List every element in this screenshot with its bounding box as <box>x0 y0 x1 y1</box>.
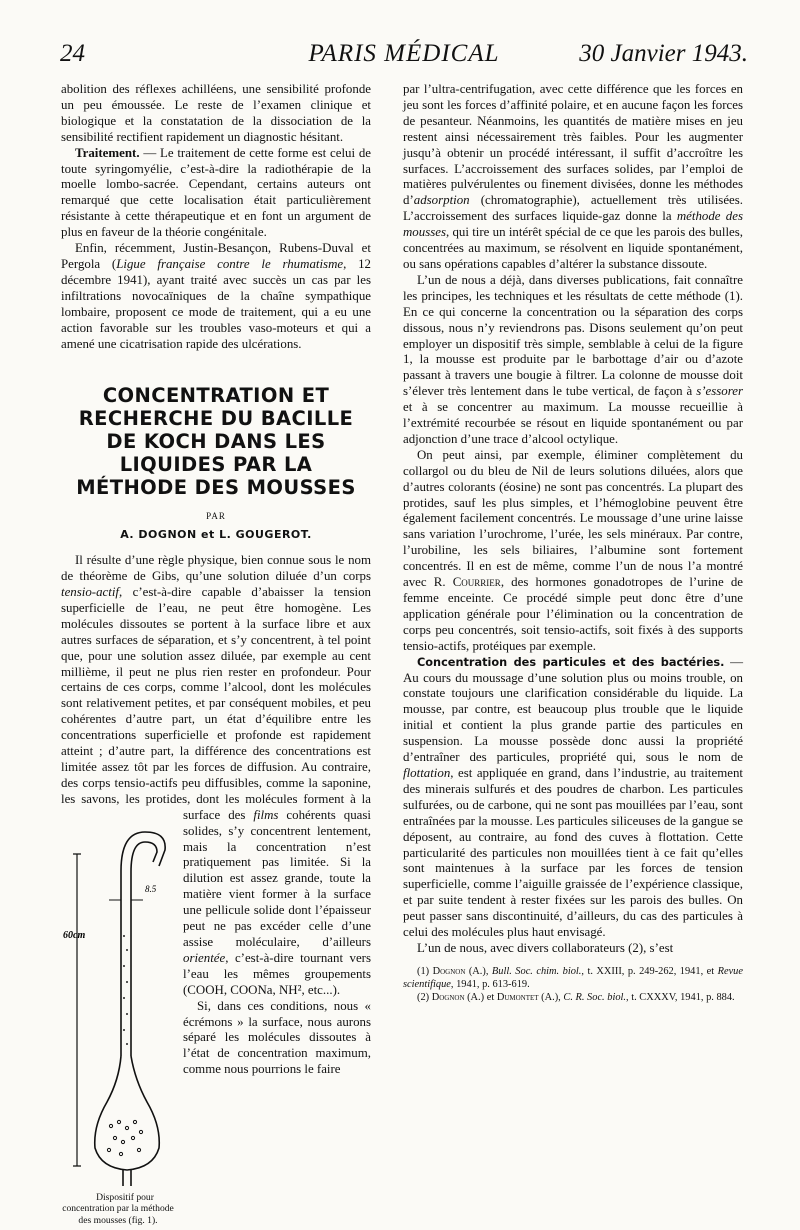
issue-date: 30 Janvier 1943. <box>579 40 748 67</box>
paragraph: On peut ainsi, par exemple, éliminer complètement du collargol ou du bleu de Nil de leurs solutions diluées, alors que d’autres colorants (éosine) ne sont pas concentrés. La plupart des protides, sauf les plus simples, et l’hémoglobine peuvent être également facilement concentrés. Le moussage d’une urine laisse sans variation l’urochrome, l’urée, les sels minéraux. Par contre, l’urobiline, les sels biliaires, l’albumine sont fortement concentrés. Il en est de même, comme l’un de nous l’a montré avec R. Courrier, des hormones gonadotropes de l’urine de femme enceinte. Ce procédé simple peut donc être d’une application générale pour l’élimination ou la concentration de corps peu concentrés, soit tensio-actifs, soit fixés à des supports tensio-actifs, protéiques par exemple. <box>403 447 743 653</box>
footnote: (2) Dognon (A.) et Dumontet (A.), C. R. Soc. biol., t. CXXXV, 1941, p. 884. <box>417 991 735 1003</box>
figure-height-label: 60cm <box>63 929 86 941</box>
paragraph: L’un de nous a déjà, dans diverses publications, fait connaître les principes, les techniques et les résultats de cette méthode (1). En ce qui concerne la concentration ou la séparation des corps dissous, nous n’y reviendrons pas. Disons seulement qu’on peut employer un dispositif très simple, semblable à celui de la figure 1, la mousse est produite par le barbottage d’air ou d’azote passant à travers une bougie à filtrer. La colonne de mousse doit s’élever très lentement dans le tube vertical, de façon à s’essorer et à se concentrer au maximum. La mousse recueillie à l’extrémité recourbée se résout en liquide spontanément ou par adjonction d’une trace d’alcool octylique. <box>403 272 743 446</box>
journal-title: PARIS MÉDICAL <box>308 40 500 67</box>
page-number: 24 <box>60 40 85 67</box>
footnote: (1) Dognon (A.), Bull. Soc. chim. biol., t. XXIII, p. 249-262, 1941, et Revue scientifique, 1941, p. 613-619. <box>403 965 743 990</box>
paragraph: Si, dans ces conditions, nous « écrémons » la surface, nous aurons séparé les molécules dissoutes à l’état de concentration maximum, comme nous pourrions le faire <box>183 998 371 1077</box>
article-authors: A. DOGNON et L. GOUGEROT. <box>120 528 312 542</box>
paragraph: Concentration des particules et des bactéries. — Au cours du moussage d’une solution plus ou moins trouble, on constate toujours une clarification considérable du liquide. La mousse, par contre, est beaucoup plus trouble que le liquide initial et contient la plus grande partie des particules en suspension. La mousse possède donc aussi la propriété d’entraîner des particules, propriété qui, sous le nom de flottation, est appliquée en grand, dans l’industrie, au traitement des minerais sulfurés et des poudres de charbon. Les particules sulfurées, ou de carbone, qui ne sont pas mouillées par l’eau, sont entraînées par la mousse. Les particules siliceuses de la gangue se déposent, au contraire, au fond des cuves à flottation. Cette particularité des particules non mouillées tient à ce fait qu’elles sont maintenues à la surface par les forces de tension superficielle, comme l’aiguille graissée de l’expérience classique, et par suite tendent à rester fixées sur les parois des bulles. On peut passer sans discontinuité, d’ailleurs, du cas des particules à celui des molécules plus haut envisagé. <box>403 654 743 940</box>
left-column <box>61 82 371 1230</box>
byline-par: PAR <box>206 511 226 522</box>
section-label: Traitement. <box>75 145 140 160</box>
figure-width-label: 8.5 <box>145 883 157 894</box>
paragraph: L’un de nous, avec divers collaborateurs (2), s’est <box>417 940 674 955</box>
figure <box>61 826 175 1227</box>
right-column <box>403 82 743 1004</box>
figure-caption: Dispositif pour concentration par la méthode des mousses (fig. 1). <box>62 1191 174 1226</box>
article-title: CONCENTRATION ET RECHERCHE DU BACILLE DE KOCH DANS LES LIQUIDES PAR LA MÉTHODE DES MOUSSES <box>76 384 356 500</box>
paragraph: Enfin, récemment, Justin-Besançon, Rubens-Duval et Pergola (Ligue française contre le rhumatisme, 12 décembre 1941), ayant traité avec succès un cas par les infiltrations novocaïniques de la chaîne sympathique lombaire, proposent ce mode de traitement, qui a eu une action favorable sur les troubles vaso-moteurs et qui a amené une cicatrisation rapide des ulcérations. <box>61 241 372 351</box>
paragraph: abolition des réflexes achilléens, une sensibilité profonde un peu émoussée. Le reste de l’examen clinique et biologique et la constatation de la dissociation de la sensibilité rectifient rapidement un diagnostic hésitant. <box>61 82 371 144</box>
paragraph: Il résulte d’une règle physique, bien connue sous le nom de théorème de Gibs, qu’une solution diluée d’un corps tensio-actif, c’est-à-dire capable d’abaisser la tension superficielle de l’eau, ne peut être homogène. Les molécules dissoutes se portent à la surface libre et aux autres surfaces de séparation, et s’y concentrent, à tel point que, pour une solution assez diluée, par exemple au cent millième, il peut ne plus rien rester en profondeur. Pour certains de ces corps, comme l’alcool, dont les molécules sont relativement petites, et par conséquent mobiles, et peu cohérentes d’autre part, un état d’équilibre entre les concentrations superficielle et profonde est rapidement atteint ; d’autre part, la différence des concentrations est limitée assez tôt par les forces de diffusion. Au contraire, des corps tensio-actifs peu diffusibles, comme la saponine, les savons, les protides, dont les molécules forment à la surface des 60cm 8.5 Dispositif pour concentration par la méthode des mousses (fig. 1). films cohérents quasi solides, s’y concentrent lentement, mais la concentration n’est pratiquement pas limitée. Si la dilution est assez grande, toute la matière vient former à la surface une pellicule solide dont l’épaisseur peut ne pas excéder celle d’une assise moléculaire, d’ailleurs orientée, c’est-à-dire tournant vers l’eau les mêmes groupements (COOH, COONa, NH², etc...). <box>61 553 371 1226</box>
section-label: Concentration des particules et des bactéries. <box>417 655 725 669</box>
footnotes <box>403 965 743 1004</box>
running-header <box>60 38 748 72</box>
paragraph: Traitement. — Le traitement de cette forme est celui de toute syringomyélie, c’est-à-dire la radiothérapie de la moelle lombo-sacrée. Cependant, certains auteurs ont remarqué que cette localisation était particulièrement résistante à cette thérapeutique et en font un argument de plus en faveur de la théorie congénitale. <box>61 145 371 240</box>
paragraph: par l’ultra-centrifugation, avec cette différence que les forces en jeu sont les forces d’affinité polaire, et en aucune façon les forces de pesanteur. Néanmoins, les quantités de matière mises en jeu restent ainsi nécessairement très faibles. Pour les augmenter jusqu’à obtenir un procédé intéressant, il suffit d’accroître les surfaces. L’accroissement des surfaces solides, par l’emploi de matières pulvérulentes ou finement divisées, donne les méthodes d’adsorption (chromatographie), actuellement très utilisées. L’accroissement des surfaces liquide-gaz donne la méthode des mousses, qui tire un intérêt spécial de ce que les parois des bulles, concentrées au maximum, se résolvent en liquide spontanément, ou sans opérations capables d’altérer la substance dissoute. <box>403 82 743 271</box>
foam-apparatus-drawing <box>61 826 175 1188</box>
